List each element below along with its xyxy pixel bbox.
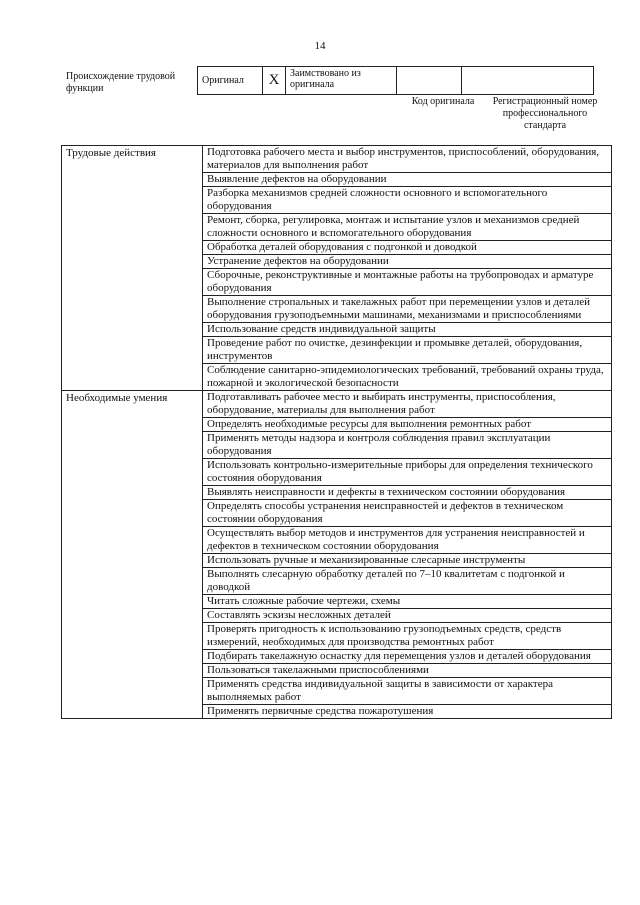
table-cell: Разборка механизмов средней сложности основного и вспомогательного оборудования [203,187,612,214]
table-cell: Использование средств индивидуальной защиты [203,323,612,337]
code-cell [397,67,462,95]
table-cell: Подготавливать рабочее место и выбирать инструменты, приспособления, оборудование, материалы для выполнения работ [203,391,612,418]
table-cell: Определять необходимые ресурсы для выполнения ремонтных работ [203,418,612,432]
table-cell: Выполнение стропальных и такелажных работ при перемещении узлов и деталей оборудования грузоподъемными машинами, механизмами и приспособлениями [203,296,612,323]
table-cell: Выявление дефектов на оборудовании [203,173,612,187]
table-cell: Читать сложные рабочие чертежи, схемы [203,595,612,609]
table-cell: Выполнять слесарную обработку деталей по 7–10 квалитетам с подгонкой и доводкой [203,568,612,595]
table-cell: Соблюдение санитарно-эпидемиологических требований, требований охраны труда, пожарной и экологической безопасности [203,364,612,391]
origin-label: Происхождение трудовой функции [66,71,176,94]
table-cell: Составлять эскизы несложных деталей [203,609,612,623]
function-table [61,145,612,719]
table-cell: Применять методы надзора и контроля соблюдения правил эксплуатации оборудования [203,432,612,459]
table-cell: Использовать контрольно-измерительные приборы для определения технического состояния оборудования [203,459,612,486]
table-cell: Пользоваться такелажными приспособлениями [203,664,612,678]
reg-number-caption: Регистрационный номер профессионального стандарта [492,96,598,131]
page-number: 14 [314,40,326,52]
table-cell: Определять способы устранения неисправностей и дефектов в техническом состоянии оборудования [203,500,612,527]
table-cell: Выявлять неисправности и дефекты в техническом состоянии оборудования [203,486,612,500]
table-cell: Использовать ручные и механизированные слесарные инструменты [203,554,612,568]
table-cell: Осуществлять выбор методов и инструментов для устранения неисправностей и дефектов в техническом состоянии оборудования [203,527,612,554]
reg-number-cell [462,67,594,95]
table-cell: Подготовка рабочего места и выбор инструментов, приспособлений, оборудования, материалов для выполнения работ [203,146,612,173]
original-cell: Оригинал [198,67,263,95]
code-caption: Код оригинала [411,96,475,107]
table-cell: Обработка деталей оборудования с подгонкой и доводкой [203,241,612,255]
table-row [62,146,612,173]
table-cell: Сборочные, реконструктивные и монтажные работы на трубопроводах и арматуре оборудования [203,269,612,296]
table-row [62,391,612,418]
table-cell: Подбирать такелажную оснастку для перемещения узлов и деталей оборудования [203,650,612,664]
table-cell: Устранение дефектов на оборудовании [203,255,612,269]
borrowed-cell: Заимствовано из оригинала [286,67,397,95]
origin-table [197,66,594,95]
section-title-text: Трудовые действия [66,147,156,159]
section-title [62,391,203,719]
table-cell: Проверять пригодность к использованию грузоподъемных средств, средств измерений, необходимых для производства ремонтных работ [203,623,612,650]
table-cell: Проведение работ по очистке, дезинфекции и промывке деталей, оборудования, инструментов [203,337,612,364]
table-cell: Ремонт, сборка, регулировка, монтаж и испытание узлов и механизмов средней сложности основного и вспомогательного оборудования [203,214,612,241]
original-mark: X [263,67,286,95]
section-title-text: Необходимые умения [66,392,168,404]
table-cell: Применять средства индивидуальной защиты в зависимости от характера выполняемых работ [203,678,612,705]
section-title [62,146,203,391]
table-cell: Применять первичные средства пожаротушения [203,705,612,719]
